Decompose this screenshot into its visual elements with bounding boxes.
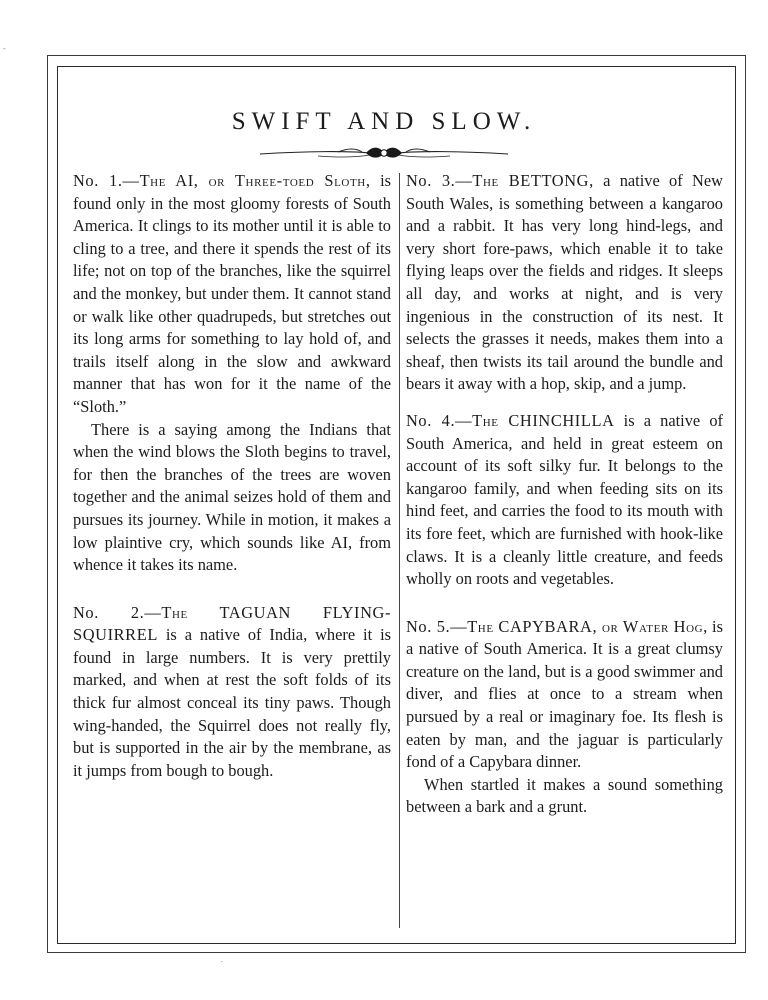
entry-text: is a native of South America. It is a great clumsy creature on the land, but is a good swimmer and diver, and flies at once to a stream when pursued by a real or imaginary foe. Its flesh is eaten by man, and the jaguar is particularly fond of a Capybara dinner. <box>406 616 723 772</box>
entry-name: The CHINCHILLA <box>472 410 615 430</box>
entry-text: a native of New South Wales, is something between a kangaroo and a rabbit. It has very long hind-legs, and very short fore-paws, which enable it to take flying leaps over the fields and ridges. It sleeps all day, and works at night, and is very ingenious in the construction of its nest. It selects the grasses it needs, makes them into a sheaf, then twists its tail around the bundle and bears it away with a hop, skip, and a jump. <box>406 171 723 394</box>
left-column <box>73 170 391 782</box>
entry-number: No. 1.— <box>73 171 140 190</box>
entry-text: is found only in the most gloomy forests of South America. It clings to its mother until it is able to cling to a tree, and there it spends the rest of its life; not on top of the branches, like the squirrel and the monkey, but under them. It cannot stand or walk like other quadrupeds, but stretches out its long arms for something to lay hold of, and trails itself along in the slow and awkward manner that has won for it the name of the “Sloth.” <box>73 171 392 416</box>
decorative-flourish-icon <box>258 142 510 164</box>
page-title: SWIFT AND SLOW. <box>231 108 537 135</box>
entry-name: The BETTONG, <box>472 171 594 190</box>
entry-number: No. 5.— <box>406 616 468 636</box>
entry-name: The TAGUAN FLYING-SQUIRREL <box>73 602 391 645</box>
entry-number: No. 2.— <box>73 602 162 622</box>
entry-name: The CAPYBARA, or Water Hog, <box>467 616 708 636</box>
bettong-entry <box>406 170 723 396</box>
taguan-entry <box>73 602 391 783</box>
sloth-entry-paragraph: There is a saying among the Indians that when the wind blows the Sloth begins to travel, for then the branches of the trees are woven together and the animal seizes hold of them and pursues its journey. While in motion, it makes a low plaintive cry, which sounds like AI, from whence it takes its name. <box>73 419 391 575</box>
capybara-entry <box>406 616 723 774</box>
column-divider <box>399 173 400 928</box>
entry-name: The AI, or Three-toed Sloth, <box>139 171 371 190</box>
right-column <box>406 170 723 819</box>
entry-number: No. 4.— <box>406 410 473 430</box>
margin-mark: - <box>3 44 6 53</box>
entry-number: No. 3.— <box>406 171 473 190</box>
sloth-entry <box>73 170 391 419</box>
capybara-entry-paragraph: When startled it makes a sound something between a bark and a grunt. <box>406 774 723 817</box>
chinchilla-entry <box>406 410 723 591</box>
margin-mark: . <box>221 955 223 964</box>
entry-text: is a native of South America, and held in great esteem on account of its soft silky fur. It belongs to the kangaroo family, and when feeding sits on its hind feet, and carries the food to its mouth with its fore feet, which are furnished with hook-like claws. It is a cleanly little creature, and feeds wholly on roots and vegetables. <box>406 410 723 589</box>
entry-text: is a native of India, where it is found in large numbers. It is very prettily marked, and when at rest the soft folds of its thick fur almost conceal its tiny paws. Though wing-handed, the Squirrel does not really fly, but is supported in the air by the membrane, as it jumps from bough to bough. <box>73 625 391 780</box>
